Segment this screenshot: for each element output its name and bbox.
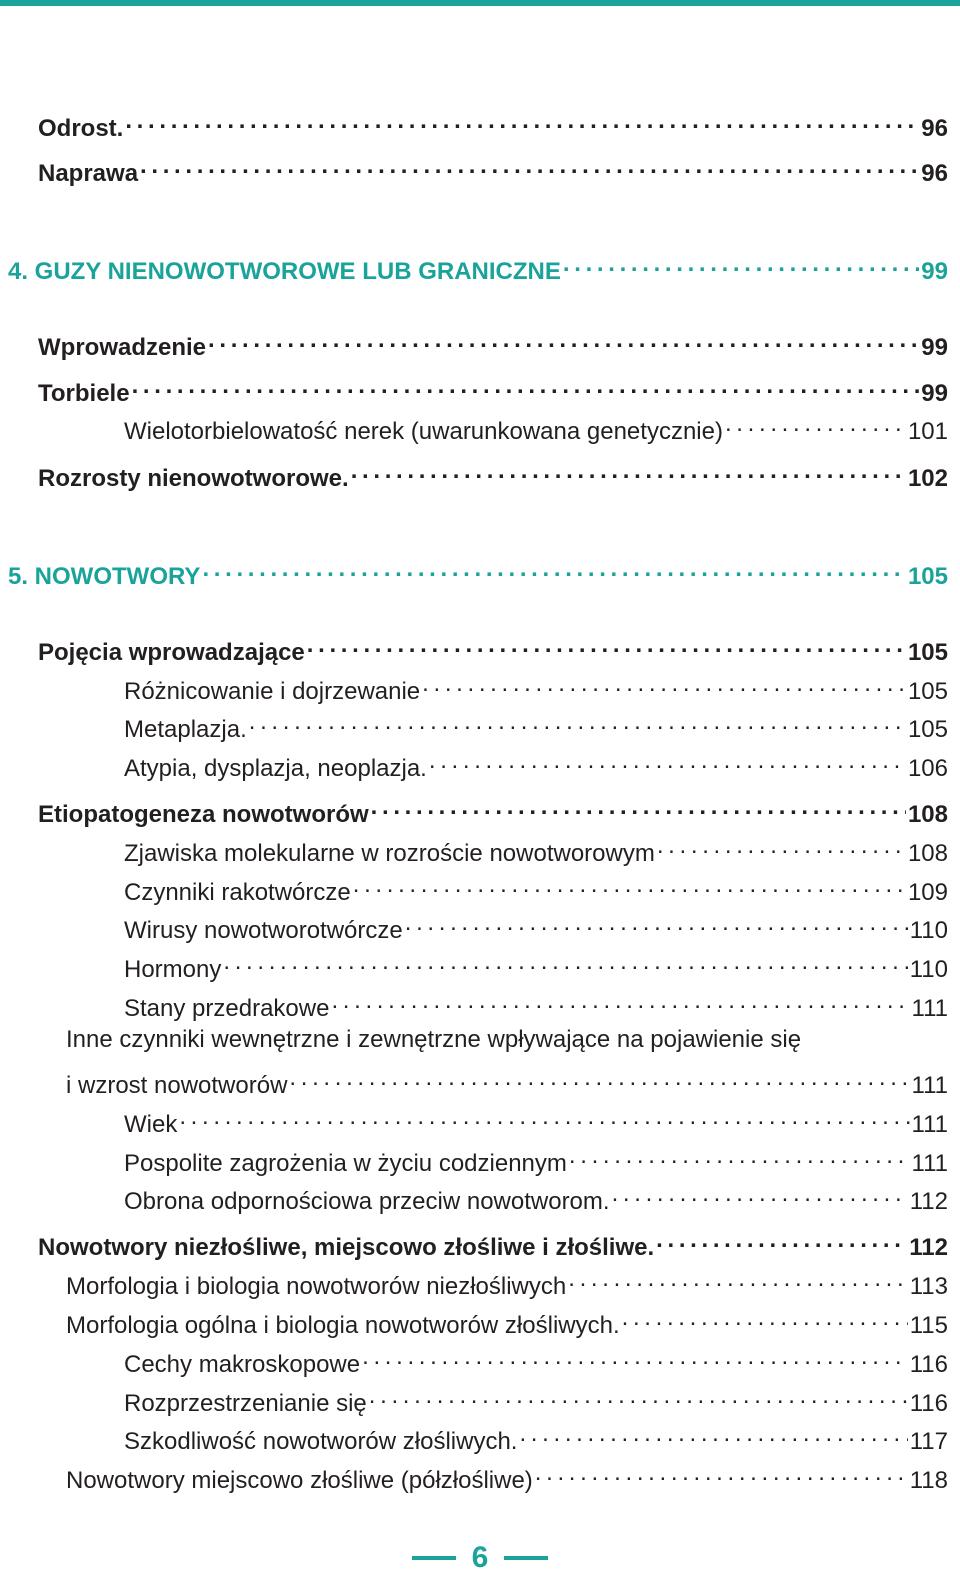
toc-entry-title: Metaplazja. [124,716,247,743]
toc-subentry-cechy[interactable] [0,1342,948,1380]
toc-entry-title: Wielotorbielowatość nerek (uwarunkowana genetycznie) [124,418,723,445]
toc-entry-wprowadzenie[interactable] [0,325,948,363]
toc-entry-page: 99 [921,334,948,361]
toc-entry-title: Nowotwory niezłośliwe, miejscowo złośliwe i złośliwe. [38,1234,655,1261]
toc-chapter-title: 4. GUZY NIENOWOTWOROWE LUB GRANICZNE [8,258,561,285]
dot-leader [567,1141,910,1171]
dot-leader [403,908,908,938]
footer-dash-left [412,1556,456,1560]
toc-entry-page: 108 [907,840,948,867]
toc-subentry-obrona[interactable] [0,1179,948,1217]
toc-entry-page: 111 [911,1150,948,1177]
dot-leader [533,1458,908,1488]
toc-subentry-metaplazja[interactable] [0,707,948,745]
dot-leader [360,1342,908,1372]
dot-leader [655,831,906,861]
dot-leader [123,106,919,136]
toc-subentry-pospolite[interactable] [0,1141,948,1179]
toc-entry-page: 111 [911,995,948,1022]
dot-leader [138,151,919,181]
toc-entry-naprawa[interactable] [0,151,948,189]
toc-chapter-title: 5. NOWOTWORY [8,563,201,590]
toc-entry-page: 101 [907,418,948,445]
toc-subentry-rozprzestrzenianie[interactable] [0,1381,948,1419]
toc-chapter-page: 105 [907,563,948,590]
dot-leader [329,986,909,1016]
toc-entry-page: 110 [909,917,948,944]
toc-subentry-stany[interactable] [0,986,948,1024]
toc-entry-page: 111 [911,1111,948,1138]
toc-entry-title: Stany przedrakowe [124,995,330,1022]
toc-entry-title: Zjawiska molekularne w rozroście nowotworowym [124,840,655,867]
toc-entry-morfologia-zlosliwych[interactable] [0,1303,948,1341]
toc-subentry-roznicowanie[interactable] [0,669,948,707]
dot-leader [206,325,919,355]
toc-entry-title: Etiopatogeneza nowotworów [38,801,369,828]
toc-entry-torbiele[interactable] [0,371,948,409]
dot-leader [221,947,907,977]
dot-leader [723,409,906,439]
toc-entry-page: 109 [907,879,948,906]
toc-entry-page: 113 [909,1273,948,1300]
toc-subentry-atypia[interactable] [0,746,948,784]
toc-entry-page: 105 [907,678,948,705]
toc-subentry-czynniki[interactable] [0,870,948,908]
dot-leader [200,554,906,584]
toc-entry-miejscowo-zlosliwe[interactable] [0,1458,948,1496]
dot-leader [620,1303,908,1333]
dot-leader [369,792,906,822]
toc-entry-title: Atypia, dysplazja, neoplazja. [124,755,427,782]
toc-entry-title: Rozrosty nienowotworowe. [38,465,349,492]
dot-leader [561,249,919,279]
toc-entry-title: Obrona odpornościowa przeciw nowotworom. [124,1188,610,1215]
toc-entry-page: 110 [909,956,948,983]
toc-entry-rozrosty[interactable] [0,456,948,494]
toc-chapter-page: 99 [921,258,948,285]
toc-subentry-zjawiska[interactable] [0,831,948,869]
toc-entry-page: 115 [909,1312,948,1339]
toc-entry-title: Pospolite zagrożenia w życiu codziennym [124,1150,567,1177]
dot-leader [177,1102,909,1132]
toc-chapter-5[interactable] [0,554,948,592]
dot-leader [287,1063,909,1093]
dot-leader [351,870,906,900]
toc-entry-page: 106 [907,755,948,782]
dot-leader [247,707,906,737]
toc-entry-title: Czynniki rakotwórcze [124,879,351,906]
toc-entry-title: Morfologia i biologia nowotworów niezłośliwych [66,1273,567,1300]
dot-leader [305,630,906,660]
dot-leader [367,1381,908,1411]
dot-leader [610,1179,908,1209]
dot-leader [654,1225,907,1255]
toc-entry-page: 105 [907,716,948,743]
toc-entry-title: Pojęcia wprowadzające [38,639,305,666]
toc-entry-title: Rozprzestrzenianie się [124,1390,367,1417]
toc-entry-title: Odrost. [38,115,124,142]
toc-entry-page: 117 [909,1428,948,1455]
toc-entry-title: Wirusy nowotworotwórcze [124,917,403,944]
toc-entry-page: 118 [909,1467,948,1494]
toc-entry-page: 99 [921,380,948,407]
page-footer [0,1538,960,1578]
dot-leader [566,1264,907,1294]
toc-entry-title: Wprowadzenie [38,334,207,361]
dot-leader [130,371,920,401]
toc-entry-page: 116 [909,1390,948,1417]
toc-entry-page: 96 [921,115,948,142]
toc-entry-inne-czynniki-line1[interactable]: Inne czynniki wewnętrzne i zewnętrzne wpływające na pojawienie się [66,1026,802,1053]
toc-entry-pojecia[interactable] [0,630,948,668]
toc-entry-odrost[interactable] [0,106,948,144]
toc-entry-morfologia-niezlosliwych[interactable] [0,1264,948,1302]
toc-entry-title: Szkodliwość nowotworów złośliwych. [124,1428,518,1455]
toc-entry-nowotwory-zlosliwe[interactable] [0,1225,948,1263]
toc-entry-page: 111 [911,1072,948,1099]
toc-entry-inne-czynniki-line2[interactable] [0,1063,948,1101]
toc-subentry-hormony[interactable] [0,947,948,985]
toc-entry-page: 105 [907,639,948,666]
toc-entry-title: Wiek [124,1111,178,1138]
toc-entry-title: Hormony [124,956,222,983]
toc-entry-title: Torbiele [38,380,130,407]
toc-entry-page: 112 [909,1234,948,1261]
toc-entry-page: 116 [909,1351,948,1378]
toc-entry-page: 102 [907,465,948,492]
toc-entry-title: Cechy makroskopowe [124,1351,361,1378]
dot-leader [427,746,906,776]
toc-entry-title: i wzrost nowotworów [66,1072,288,1099]
dot-leader [517,1419,907,1449]
toc-subentry-wielotorbielowatosc[interactable] [0,409,948,447]
toc-entry-title: Morfologia ogólna i biologia nowotworów złośliwych. [66,1312,620,1339]
toc-chapter-4[interactable] [0,249,948,287]
dot-leader [349,456,906,486]
dot-leader [420,669,906,699]
toc-subentry-wirusy[interactable] [0,908,948,946]
toc-entry-title: Różnicowanie i dojrzewanie [124,678,421,705]
page-number: 6 [471,1541,489,1574]
footer-dash-right [504,1556,548,1560]
toc-entry-title: Nowotwory miejscowo złośliwe (półzłośliwe) [66,1467,533,1494]
toc-entry-etiopatogeneza[interactable] [0,792,948,830]
toc-entry-page: 96 [921,160,948,187]
toc-subentry-wiek[interactable] [0,1102,948,1140]
toc-entry-title: Naprawa [38,160,139,187]
toc-entry-page: 108 [907,801,948,828]
top-accent-rule [0,0,960,6]
toc-entry-page: 112 [909,1188,948,1215]
toc-subentry-szkodliwosc[interactable] [0,1419,948,1457]
